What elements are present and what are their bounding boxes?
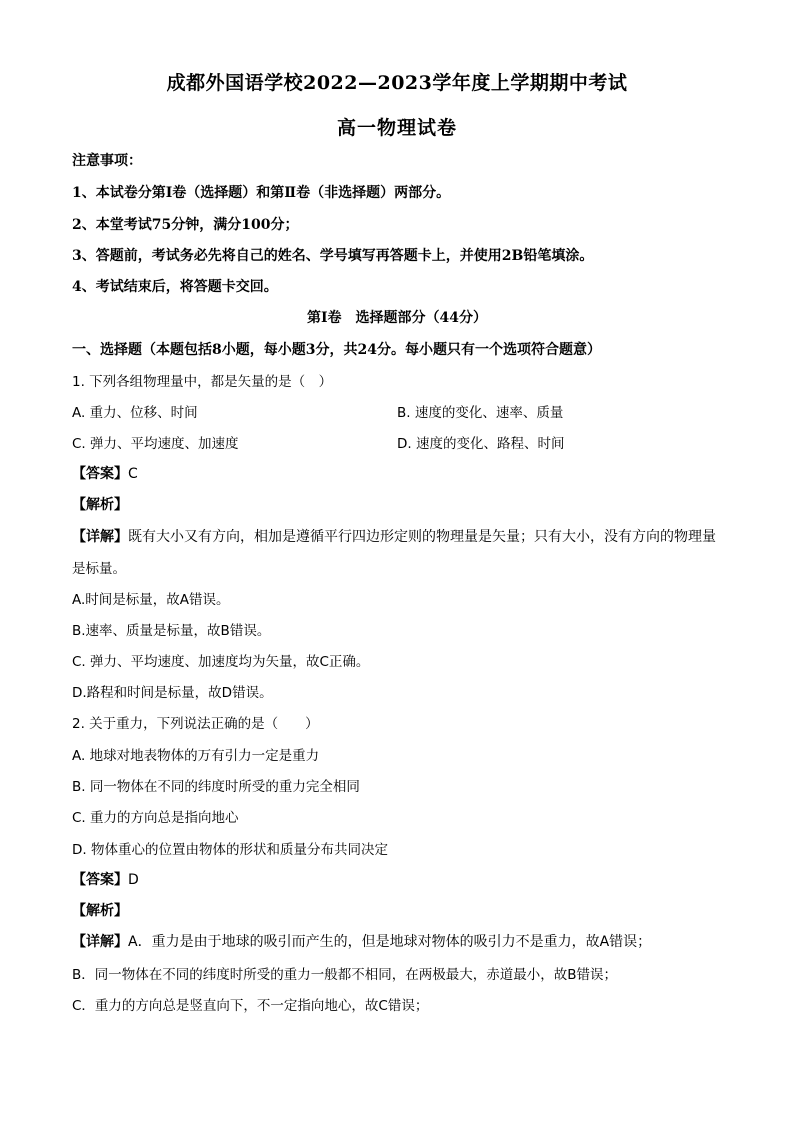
q2-option-b: B. 同一物体在不同的纬度时所受的重力完全相同: [72, 779, 360, 795]
notice-item-3: 3、答题前，考试务必先将自己的姓名、学号填写再答题卡上，并使用2B铅笔填涂。: [72, 248, 594, 264]
q1-explanation-a: A.时间是标量，故A错误。: [72, 592, 230, 608]
q1-detail-line2: 是标量。: [72, 561, 126, 577]
notice-heading: 注意事项：: [72, 153, 142, 169]
exam-title: 成都外国语学校2022—2023学年度上学期期中考试: [166, 72, 628, 94]
section1-heading: 一、选择题（本题包括8小题，每小题3分，共24分。每小题只有一个选项符合题意）: [72, 342, 601, 358]
q1-detail-line1: [72, 526, 716, 546]
q2-detail-label: 【详解】: [72, 934, 128, 950]
q2-detail-line3: C．重力的方向总是竖直向下，不一定指向地心，故C错误；: [72, 998, 429, 1014]
q1-detail-text: 既有大小又有方向，相加是遵循平行四边形定则的物理量是矢量；只有大小，没有方向的物理量: [128, 529, 716, 545]
q2-answer: [72, 869, 139, 889]
q2-option-c: C. 重力的方向总是指向地心: [72, 810, 239, 826]
q2-answer-value: D: [128, 872, 139, 888]
q1-answer-value: C: [128, 466, 138, 482]
q2-option-d: D. 物体重心的位置由物体的形状和质量分布共同决定: [72, 842, 388, 858]
q1-option-b: B. 速度的变化、速率、质量: [397, 405, 564, 421]
q2-detail-text: A．重力是由于地球的吸引而产生的，但是地球对物体的吸引力不是重力，故A错误；: [128, 934, 652, 950]
q1-option-c: C. 弹力、平均速度、加速度: [72, 436, 239, 452]
q2-detail-line2: B．同一物体在不同的纬度时所受的重力一般都不相同，在两极最大，赤道最小，故B错误；: [72, 967, 618, 983]
q1-option-a: A. 重力、位移、时间: [72, 405, 198, 421]
notice-item-4: 4、考试结束后，将答题卡交回。: [72, 279, 278, 295]
q1-stem: 1. 下列各组物理量中，都是矢量的是（ ）: [72, 374, 333, 390]
q2-analysis-label: 【解析】: [72, 903, 128, 919]
q1-detail-label: 【详解】: [72, 529, 128, 545]
q2-answer-label: 【答案】: [72, 872, 128, 888]
q1-explanation-b: B.速率、质量是标量，故B错误。: [72, 623, 271, 639]
q2-stem: 2. 关于重力，下列说法正确的是（ ）: [72, 716, 319, 732]
notice-item-1: 1、本试卷分第Ⅰ卷（选择题）和第Ⅱ卷（非选择题）两部分。: [72, 185, 451, 201]
q1-answer: [72, 463, 138, 483]
part1-heading: 第Ⅰ卷 选择题部分（44分）: [306, 310, 488, 326]
q2-option-a: A. 地球对地表物体的万有引力一定是重力: [72, 748, 320, 764]
exam-subtitle: 高一物理试卷: [336, 117, 457, 139]
q1-answer-label: 【答案】: [72, 466, 128, 482]
q1-option-d: D. 速度的变化、路程、时间: [397, 436, 565, 452]
q2-detail-line1: [72, 931, 651, 951]
q1-explanation-c: C. 弹力、平均速度、加速度均为矢量，故C正确。: [72, 654, 370, 670]
notice-item-2: 2、本堂考试75分钟，满分100分；: [72, 217, 299, 233]
q1-analysis-label: 【解析】: [72, 497, 128, 513]
q1-explanation-d: D.路程和时间是标量，故D错误。: [72, 685, 273, 701]
